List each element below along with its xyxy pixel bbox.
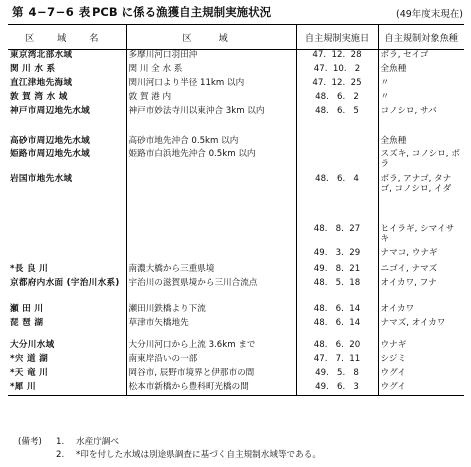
table-row [8,149,464,174]
header-species: 自主規制対象魚種 [378,25,464,50]
table-row [8,78,464,92]
as-of-note: (49年度末現在) [395,9,463,20]
species-cell: ボラ, セイゴ [378,50,464,64]
species-cell: 全魚種 [378,64,464,78]
table-row [8,106,464,136]
header-area-name: 区 域 名 [8,25,126,50]
area-name-cell: 京都府内水面 (宇治川水系) [10,277,120,288]
table-number: 第 4−7−6 表 [12,5,91,19]
table-row [8,50,464,64]
species-cell: ウナギ [378,340,464,354]
area-name-cell: *犀 川 [8,382,126,396]
date-cell: 48. 6. 14 [296,318,378,340]
area-name-cell [8,224,126,248]
species-cell: シジミ [378,354,464,368]
date-cell: 49. 3. 29 [296,248,378,264]
date-cell: 48. 6. 20 [296,340,378,354]
table-row [8,354,464,368]
area-name-cell: 大分川水域 [10,339,55,350]
species-cell: スズキ, コノシロ, ボラ [378,149,464,174]
date-cell [296,136,378,149]
species-cell: オイカワ [378,304,464,318]
area-name-cell: 神戸市周辺地先水域 [10,105,91,116]
area-cell: 岡谷市, 辰野市境界と伊那市の間 [126,368,296,382]
area-cell: 宇治川の滋賀県境から三川合流点 [126,278,296,304]
table-row [8,224,464,248]
table-row [8,64,464,78]
date-cell: 48. 6. 4 [296,174,378,224]
area-name-cell: 琵 琶 湖 [10,317,44,328]
area-name-cell: 直江津地先海域 [10,77,73,88]
area-name-cell: 姫路市周辺地先水域 [10,148,91,159]
area-cell: 松本市新橋から豊科町光橋の間 [126,382,296,396]
area-cell: 高砂市地先沖合 0.5km 以内 [126,136,296,149]
table-body [8,50,464,396]
area-cell: 関 川 全 水 系 [126,64,296,78]
area-cell: 大分川河口から上流 3.6km まで [126,340,296,354]
species-cell: ニゴイ, ナマズ [378,264,464,278]
area-cell: 南濃大橋から三重県境 [126,264,296,278]
species-cell: ウグイ [378,368,464,382]
date-cell: 48. 6. 5 [296,106,378,136]
note-number: 1. [56,437,65,447]
table-row [8,174,464,224]
species-cell: ウグイ [378,382,464,396]
area-name-cell: 東京湾北部水域 [10,50,73,60]
note-line-2 [18,449,321,462]
header-area: 区 域 [126,25,296,50]
pcb-table [8,24,464,396]
table-row [8,304,464,318]
area-cell [126,224,296,248]
area-cell: 関川河口より半径 11km 以内 [126,78,296,92]
table-row [8,92,464,106]
area-cell: 姫路市白浜地先沖合 0.5km 以内 [126,149,296,174]
date-cell: 47. 7. 11 [296,354,378,368]
date-cell: 49. 8. 21 [296,264,378,278]
table-row [8,318,464,340]
area-cell: 多摩川河口羽田沖 [126,50,296,64]
notes [18,436,321,462]
date-cell: 48. 5. 18 [296,278,378,304]
area-name-cell: 岩国市地先水域 [10,173,73,184]
area-cell: 敦 賀 港 内 [126,92,296,106]
date-cell: 47. 10. 2 [296,64,378,78]
date-cell: 48. 6. 2 [296,92,378,106]
table-row [8,382,464,396]
species-cell: 〃 [378,78,464,92]
note-text: 水産庁調べ [76,437,119,447]
species-cell: ヒイラギ, シマイサキ [378,224,464,248]
species-cell: ナマズ, オイカワ [378,318,464,340]
table-row [8,368,464,382]
table-row [8,136,464,149]
title-row [8,3,463,21]
species-cell: ナマコ, ウナギ [378,248,464,264]
area-cell [126,248,296,264]
date-cell: 49. 6. 3 [296,382,378,396]
species-cell: オイカワ, フナ [378,278,464,304]
date-cell: 47. 12. 25 [296,78,378,92]
date-cell: 47. 12. 28 [296,50,378,64]
page-title: PCB に係る漁獲自主規制実施状況 [92,5,272,19]
notes-label: (備考) [18,437,42,447]
species-cell: 全魚種 [378,136,464,149]
area-name-cell: 関 川 水 系 [10,63,56,74]
note-number: 2. [56,450,65,460]
area-cell: 神戸市妙法寺川以東沖合 3km 以内 [126,106,296,136]
area-name-cell: 高砂市周辺地先水域 [10,135,91,146]
area-name-cell: *宍 道 湖 [10,353,49,364]
area-name-cell: *天 竜 川 [10,367,49,378]
date-cell [296,149,378,174]
header-date: 自主規制実施日 [296,25,378,50]
area-name-cell: 瀬 田 川 [10,303,44,314]
date-cell: 48. 6. 14 [296,304,378,318]
species-cell: コノシロ, サバ [378,106,464,136]
note-text: *印を付した水域は別途県調査に基づく自主規制水域等である。 [76,450,321,460]
table-row [8,248,464,264]
area-cell: 瀬田川鉄橋より下流 [126,304,296,318]
area-name-cell: 敦 賀 湾 水 域 [10,91,68,102]
table-row [8,340,464,354]
area-name-cell: *長 良 川 [10,263,49,274]
area-cell: 草津市矢橋地先 [126,318,296,340]
species-cell: ボラ, アナゴ, タナゴ, コノシロ, イダ [378,174,464,224]
table-row [8,264,464,278]
date-cell: 49. 5. 8 [296,368,378,382]
header-row [8,25,464,50]
species-cell: 〃 [378,92,464,106]
area-name-cell [8,248,126,264]
date-cell: 48. 8. 27 [296,224,378,248]
table-row [8,278,464,304]
area-cell [126,174,296,224]
note-line-1 [18,436,321,449]
area-cell: 南東岸沿いの一部 [126,354,296,368]
